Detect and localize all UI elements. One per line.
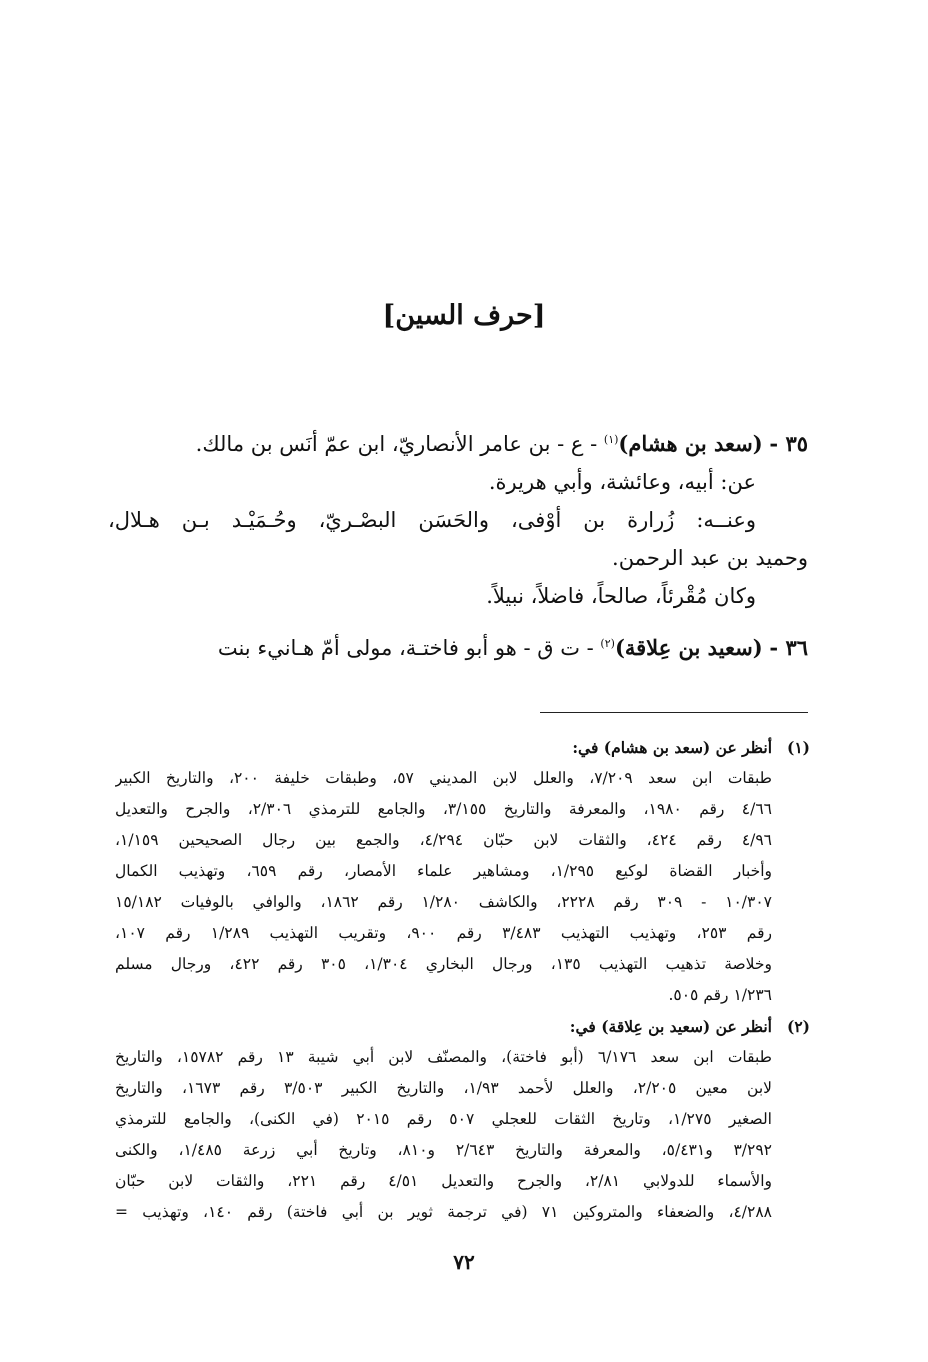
entry-36-heading-line — [108, 629, 808, 667]
entry-36-note-ref[interactable]: (٢) — [600, 637, 615, 650]
footnote-2-number: (٢) — [786, 1017, 810, 1036]
entry-35-line-5: وكان مُقْرئاً، صالحاً، فاضلاً، نبيلاً. — [486, 584, 756, 608]
footnote-1-heading — [115, 732, 810, 763]
footnote-divider — [540, 712, 808, 713]
footnote-1-line-7: وخلاصة تذهيب التهذيب ١٣٥، ورجال البخاري ١/٣٠٤، ٣٠٥ رقم ٤٢٢، ورجال مسلم — [115, 955, 772, 973]
footnote-2-heading — [115, 1011, 810, 1042]
footnote-1-line-8: ١/٢٣٦ رقم ٥٠٥. — [668, 986, 772, 1004]
footnotes — [115, 732, 810, 1228]
footnote-1-line-4: وأخبار القضاة لوكيع ١/٢٩٥، ومشاهير علماء الأمصار، رقم ٦٥٩، وتهذيب الكمال — [115, 862, 772, 880]
entry-35-note-ref[interactable]: (١) — [603, 433, 619, 446]
entry-35-line-2: عن: أبيه، وعائشة، وأبي هريرة. — [488, 470, 756, 494]
footnote-2-line-5: والأسماء للدولابي ٢/٨١، والجرح والتعديل ٤/٥١ رقم ٢٢١، والثقات لابن حبّان — [115, 1172, 772, 1190]
footnote-2-line-6: ٤/٢٨٨، والضعفاء والمتروكين ٧١ (في ترجمة ثوير بن أبي فاختة) رقم ١٤٠، وتهذيب = — [115, 1203, 772, 1221]
footnote-2-line-1: طبقات ابن سعد ٦/١٧٦ (أبو فاختة)، والمصنّف لابن أبي شيبة ١٣ رقم ١٥٧٨٢، والتاريخ — [115, 1048, 772, 1066]
footnote-2-line-3: الصغير ١/٢٧٥، وتاريخ الثقات للعجلي ٥٠٧ رقم ٢٠١٥ (في الكنى)، والجامع للترمذي — [115, 1110, 772, 1128]
footnote-2-head: أنظر عن (سعيد بن عِلاقة) في: — [569, 1017, 772, 1036]
page-number: ٧٢ — [453, 1250, 475, 1274]
footnote-1-line-6: رقم ٢٥٣، وتهذيب التهذيب ٣/٤٨٣ رقم ٩٠٠، وتقريب التهذيب ١/٢٨٩ رقم ١٠٧، — [115, 924, 772, 942]
main-text — [108, 425, 808, 667]
footnote-1-line-3: ٤/٩٦ رقم ٤٢٤، والثقات لابن حبّان ٤/٢٩٤، والجمع بين رجال الصحيحين ١/١٥٩، — [115, 831, 773, 849]
entry-35-heading-line — [108, 425, 808, 463]
footnote-1-line-2: ٤/٦٦ رقم ١٩٨٠، والمعرفة والتاريخ ٣/١٥٥، والجامع للترمذي ٢/٣٠٦، والجرح والتعديل — [115, 800, 772, 818]
entry-35-name: (سعد بن هشام) — [618, 431, 763, 456]
footnote-2-line-4: ٣/٢٩٢ و٥/٤٣١، والمعرفة والتاريخ ٢/٦٤٣ و٨١٠، وتاريخ أبي زرعة ١/٤٨٥، والكنى — [115, 1141, 772, 1159]
footnote-2-line-2: لابن معين ٢/٢٠٥، والعلل لأحمد ١/٩٣، والتاريخ الكبير ٣/٥٠٣ رقم ١٦٧٣، والتاريخ — [115, 1079, 772, 1097]
entry-35-line-4: وحميد بن عبد الرحمن. — [612, 546, 808, 570]
footnote-1-number: (١) — [786, 738, 810, 757]
entry-35-line-3: وعنــه: زُرارة بن أوْفى، والحَسَن البصْـريّ، وحُـمَيْـد بـن هـلال، — [108, 508, 756, 532]
entry-36-number: ٣٦ - — [769, 635, 808, 660]
entry-36-name: (سعيد بن عِلاقة) — [614, 635, 763, 660]
entry-gap — [108, 615, 808, 629]
section-title: [حرف السين] — [382, 300, 546, 331]
footnote-1-line-5: ١٠/٣٠٧ - ٣٠٩ رقم ٢٢٢٨، والكاشف ١/٢٨٠ رقم ١٨٦٢، والوافي بالوفيات ١٥/١٨٢ — [115, 893, 772, 911]
entry-35-line-1: - ع - بن عامر الأنصاريّ، ابن عمّ أنَس بن مالك. — [195, 432, 604, 456]
entry-36-line-1: - ت ق - هو أبو فاختـة، مولى أمّ هـانيء بنت — [217, 636, 601, 660]
entry-35-number: ٣٥ - — [769, 431, 808, 456]
footnote-1-head: أنظر عن (سعد بن هشام) في: — [572, 738, 772, 757]
footnote-1-line-1: طبقات ابن سعد ٧/٢٠٩، والعلل لابن المديني ٥٧، وطبقات خليفة ٢٠٠، والتاريخ الكبير — [115, 769, 773, 787]
